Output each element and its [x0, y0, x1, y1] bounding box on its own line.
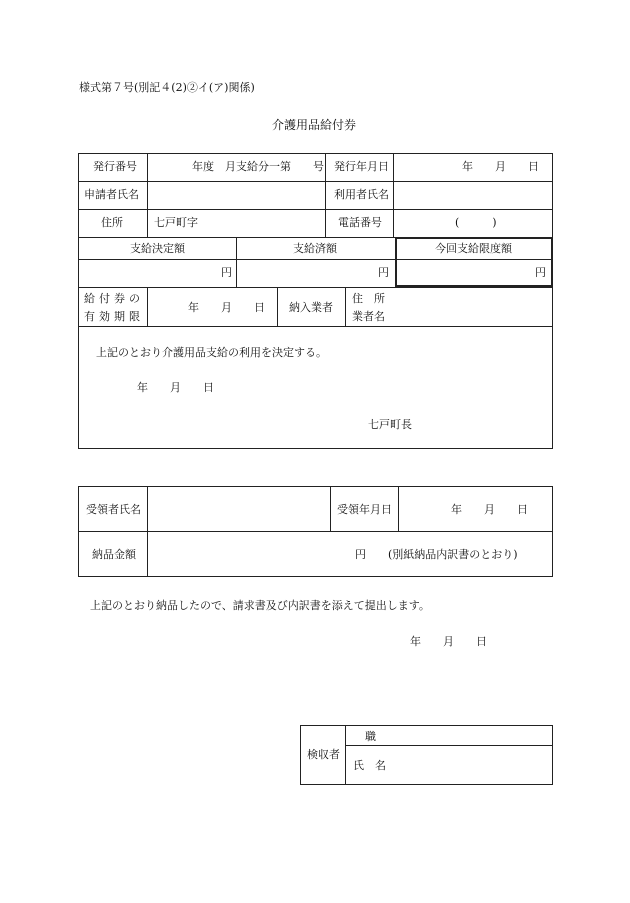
divider [78, 326, 553, 327]
divider [78, 287, 553, 288]
user-label: 利用者氏名 [334, 188, 389, 201]
divider [236, 237, 237, 287]
divider [325, 153, 326, 237]
divider [147, 287, 148, 326]
divider [147, 486, 148, 577]
yen-unit: 円 [535, 266, 546, 279]
divider [330, 486, 331, 531]
form-number: 様式第７号(別記４(2)②イ(ア)関係) [79, 81, 255, 94]
yen-unit: 円 [378, 266, 389, 279]
inspector-label: 検収者 [307, 748, 340, 761]
recipient-label: 受領者氏名 [86, 503, 141, 516]
address-value: 七戸町字 [154, 216, 198, 229]
divider [277, 287, 278, 326]
divider [147, 153, 148, 237]
submission-date-field: 年 月 日 [410, 635, 487, 648]
vendor-label: 納入業者 [289, 301, 333, 314]
divider [345, 725, 346, 785]
phone-field: ( ) [455, 216, 497, 229]
applicant-label: 申請者氏名 [84, 188, 139, 201]
decided-amount-label: 支給決定額 [130, 242, 185, 255]
submission-text: 上記のとおり納品したので、請求書及び内訳書を添えて提出します。 [90, 599, 430, 612]
form-title: 介護用品給付券 [272, 118, 357, 132]
decision-date-field: 年 月 日 [137, 381, 214, 394]
mayor-signature: 七戸町長 [368, 418, 412, 431]
receipt-date-label: 受領年月日 [337, 503, 392, 516]
limit-amount-label: 今回支給限度額 [435, 242, 512, 255]
phone-label: 電話番号 [338, 216, 382, 229]
inspector-position-label: 職 [365, 730, 376, 743]
vendor-address-label: 住 所 [352, 292, 385, 305]
receipt-date-field: 年 月 日 [451, 503, 528, 516]
validity-label-line1: 給付券の [84, 292, 144, 305]
amount-label: 納品金額 [92, 548, 136, 561]
issue-number-field: 年度 月支給分一第 号 [192, 160, 324, 173]
paid-amount-label: 支給済額 [293, 242, 337, 255]
divider [345, 745, 553, 746]
divider [78, 181, 553, 182]
divider [345, 287, 346, 326]
issue-number-label: 発行番号 [93, 160, 137, 173]
amount-note: (別紙納品内訳書のとおり) [388, 548, 518, 561]
vendor-name-label: 業者名 [352, 310, 385, 323]
divider [78, 531, 553, 532]
validity-date-field: 年 月 日 [188, 301, 265, 314]
address-label: 住所 [101, 216, 123, 229]
amount-yen: 円 [355, 548, 366, 561]
inspector-name-label: 氏 名 [353, 759, 386, 772]
decision-text: 上記のとおり介護用品支給の利用を決定する。 [96, 346, 327, 359]
divider [398, 486, 399, 531]
divider [393, 153, 394, 237]
validity-label-line2: 有効期限 [84, 310, 144, 323]
yen-unit: 円 [221, 266, 232, 279]
divider [78, 209, 553, 210]
issue-date-label: 発行年月日 [334, 160, 389, 173]
issue-date-field: 年 月 日 [462, 160, 539, 173]
